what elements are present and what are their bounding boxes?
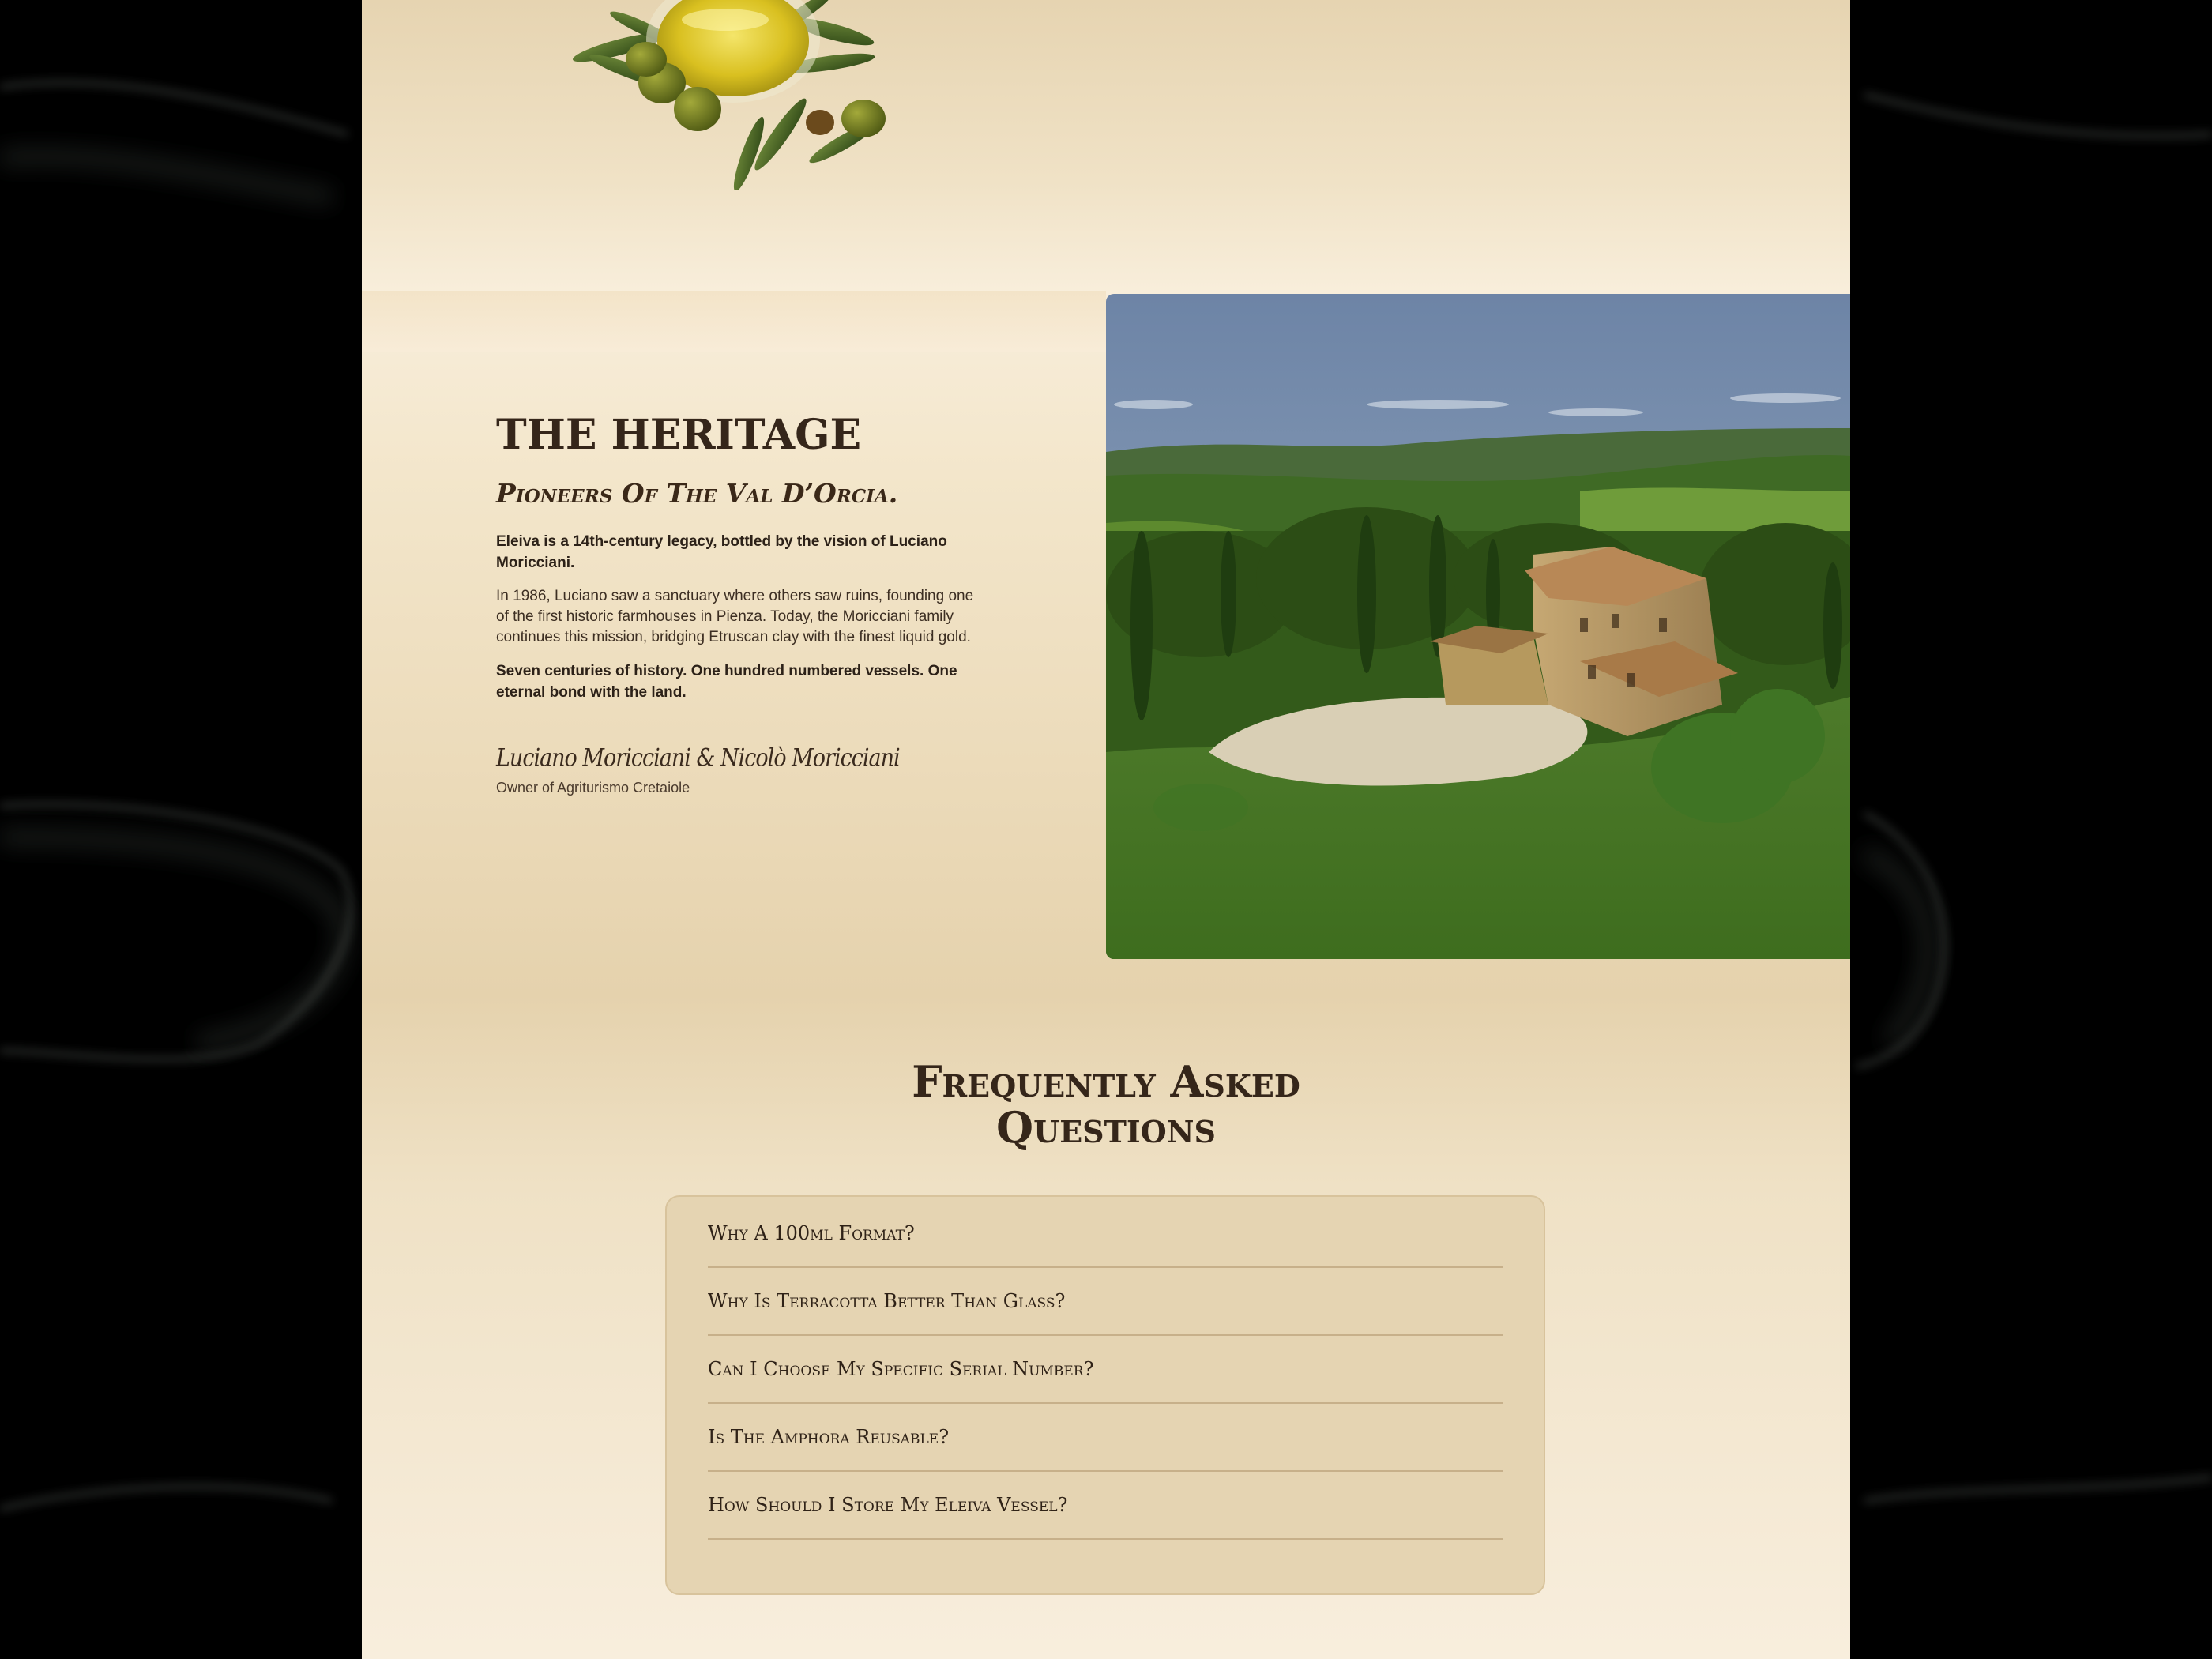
- faq-title: [362, 1056, 1850, 1153]
- faq-accordion: [665, 1195, 1545, 1595]
- heritage-section: [496, 411, 986, 796]
- faq-item-terracotta[interactable]: [708, 1268, 1503, 1336]
- faq-question: Why A 100ml Format?: [708, 1222, 915, 1244]
- faq-question: Is The Amphora Reusable?: [708, 1426, 950, 1448]
- faq-title-line2: Questions: [996, 1102, 1216, 1153]
- landing-page: [362, 0, 1850, 1659]
- faq-item-100ml-format[interactable]: [708, 1200, 1503, 1268]
- faq-question: Can I Choose My Specific Serial Number?: [708, 1358, 1094, 1380]
- farmhouse-photo: [1106, 294, 1850, 959]
- faq-title-line1: Frequently Asked: [912, 1056, 1300, 1107]
- signature: Luciano Moricciani & Nicolò Moricciani: [496, 743, 900, 773]
- heritage-header-strip: [362, 291, 1106, 352]
- heritage-title: THE HERITAGE: [496, 411, 862, 459]
- faq-item-amphora-reusable[interactable]: [708, 1404, 1503, 1472]
- faq-question: How Should I Store My Eleiva Vessel?: [708, 1494, 1068, 1516]
- heritage-closing: Seven centuries of history. One hundred numbered vessels. One eternal bond with the land.: [496, 663, 957, 701]
- faq-question: Why Is Terracotta Better Than Glass?: [708, 1290, 1066, 1312]
- signature-caption: Owner of Agriturismo Cretaiole: [496, 780, 690, 796]
- olive-oil-bowl-image: [544, 0, 923, 190]
- heritage-lead: Eleiva is a 14th-century legacy, bottled by the vision of Luciano Moricciani.: [496, 533, 947, 571]
- heritage-body: In 1986, Luciano saw a sanctuary where others saw ruins, founding one of the first historic farmhouses in Pienza. Today, the Moricciani family continues this mission, bridging Etruscan clay with the finest liquid gold.: [496, 588, 974, 645]
- faq-item-serial-number[interactable]: [708, 1336, 1503, 1404]
- faq-item-storage[interactable]: [708, 1472, 1503, 1540]
- heritage-subtitle: Pioneers Of The Val D’Orcia.: [496, 478, 898, 509]
